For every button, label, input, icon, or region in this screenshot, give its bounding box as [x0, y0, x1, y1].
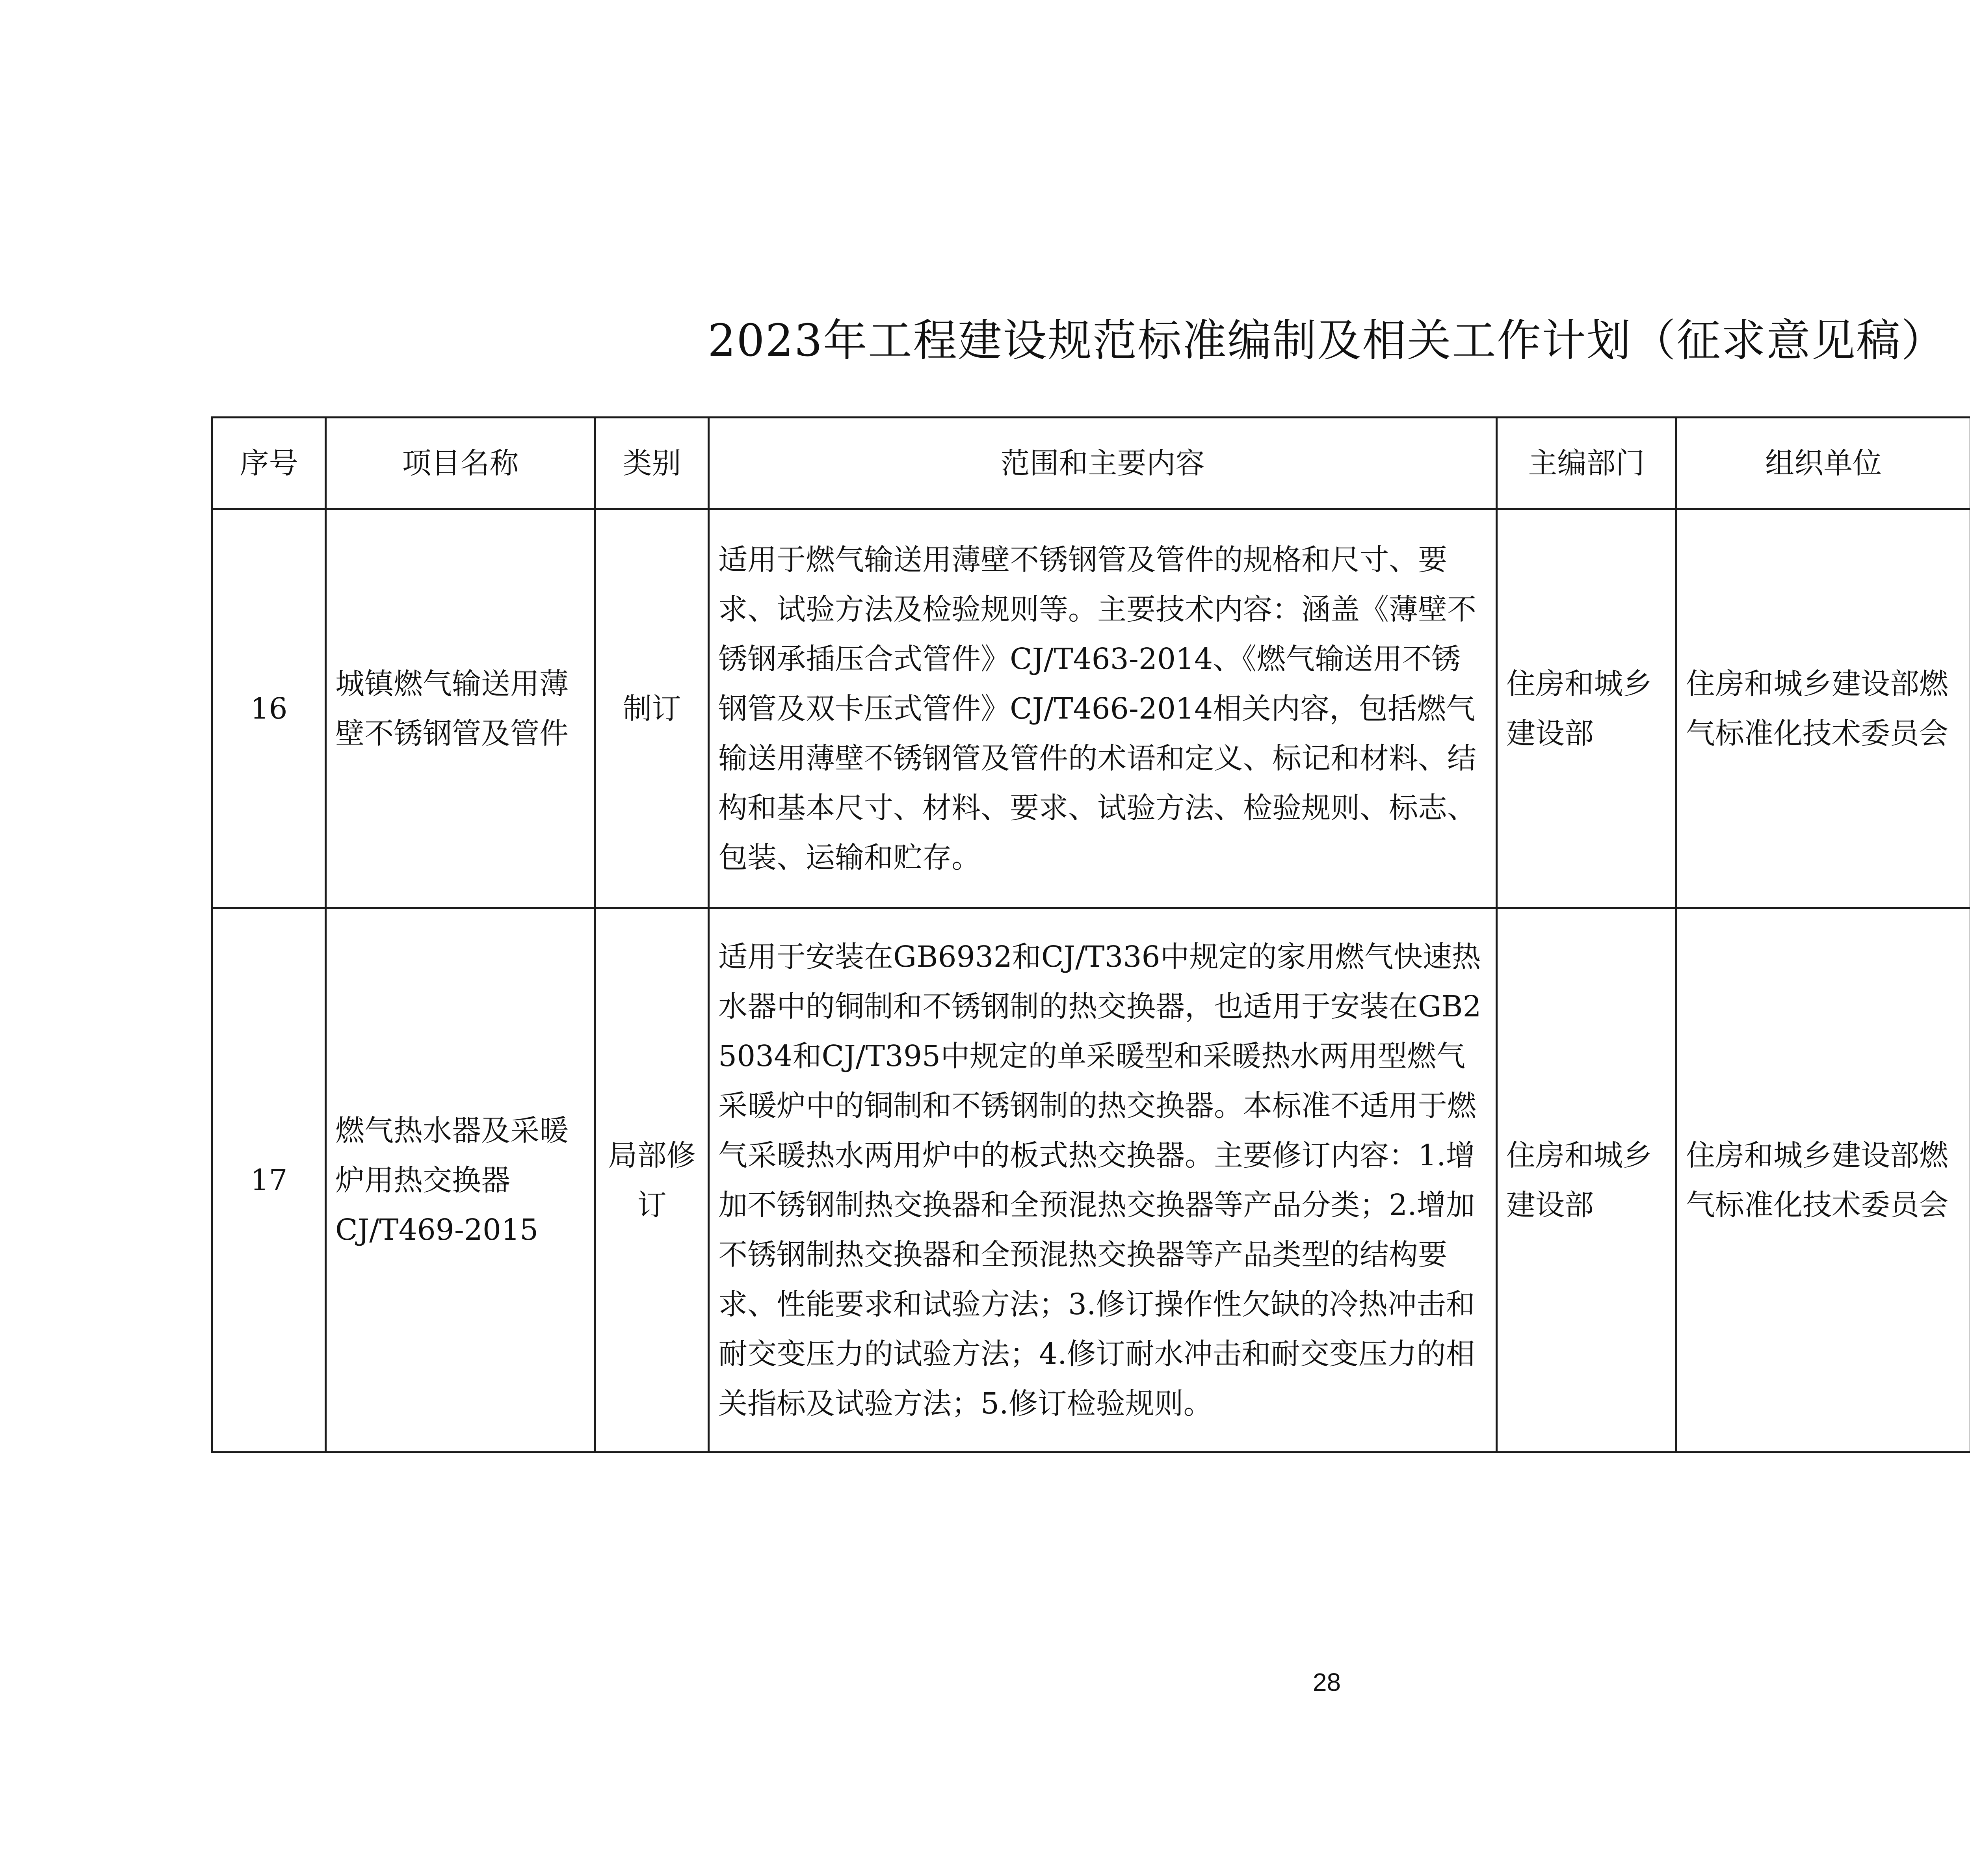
header-name: 项目名称 [326, 418, 595, 509]
row-no: 17 [212, 908, 326, 1453]
row-type: 局部修订 [595, 908, 709, 1453]
plan-table [211, 416, 1970, 1453]
row-org: 住房和城乡建设部燃气标准化技术委员会 [1676, 509, 1970, 908]
row-project-name: 燃气热水器及采暖炉用热交换器CJ/T469-2015 [326, 908, 595, 1453]
row-no: 16 [212, 509, 326, 908]
header-no: 序号 [212, 418, 326, 509]
row-org: 住房和城乡建设部燃气标准化技术委员会 [1676, 908, 1970, 1453]
header-type: 类别 [595, 418, 709, 509]
table-row [212, 509, 1970, 908]
row-dept: 住房和城乡建设部 [1497, 509, 1676, 908]
page-title: 2023年工程建设规范标准编制及相关工作计划（征求意见稿） [707, 315, 1946, 366]
table-row [212, 908, 1970, 1453]
row-scope: 适用于安装在GB6932和CJ/T336中规定的家用燃气快速热水器中的铜制和不锈钢制的热交换器，也适用于安装在GB25034和CJ/T395中规定的单采暖型和采暖热水两用型燃气采暖炉中的铜制和不锈钢制的热交换器。本标准不适用于燃气采暖热水两用炉中的板式热交换器。主要修订内容：1.增加不锈钢制热交换器和全预混热交换器等产品分类；2.增加不锈钢制热交换器和全预混热交换器等产品类型的结构要求、性能要求和试验方法；3.修订操作性欠缺的冷热冲击和耐交变压力的试验方法；4.修订耐水冲击和耐交变压力的相关指标及试验方法；5.修订检验规则。 [709, 908, 1497, 1453]
row-dept: 住房和城乡建设部 [1497, 908, 1676, 1453]
page-number: 28 [1312, 1668, 1341, 1696]
table-header-row [212, 418, 1970, 509]
header-org: 组织单位 [1676, 418, 1970, 509]
header-scope: 范围和主要内容 [709, 418, 1497, 509]
row-project-name: 城镇燃气输送用薄壁不锈钢管及管件 [326, 509, 595, 908]
row-scope: 适用于燃气输送用薄壁不锈钢管及管件的规格和尺寸、要求、试验方法及检验规则等。主要技术内容：涵盖《薄壁不锈钢承插压合式管件》CJ/T463-2014、《燃气输送用不锈钢管及双卡压式管件》CJ/T466-2014相关内容，包括燃气输送用薄壁不锈钢管及管件的术语和定义、标记和材料、结构和基本尺寸、材料、要求、试验方法、检验规则、标志、包装、运输和贮存。 [709, 509, 1497, 908]
row-type: 制订 [595, 509, 709, 908]
header-dept: 主编部门 [1497, 418, 1676, 509]
